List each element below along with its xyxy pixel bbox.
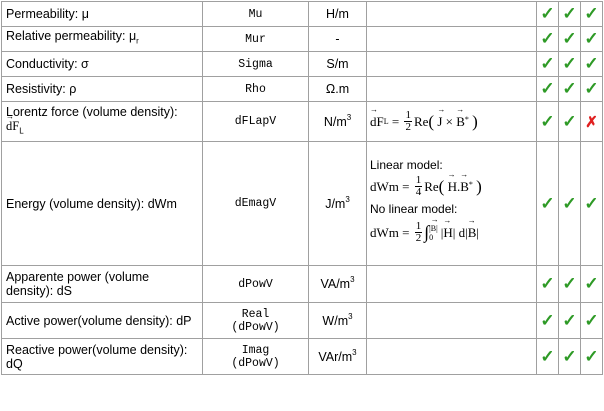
check-cell: [559, 27, 581, 52]
check-icon: ✓: [540, 346, 555, 366]
property-unit: VAr/$m^3$: [309, 339, 367, 375]
check-cell: [581, 2, 603, 27]
property-code: Real (dPowV): [203, 303, 309, 339]
formula-cell: [367, 52, 537, 77]
check-cell: [537, 102, 559, 142]
check-cell: [559, 102, 581, 142]
check-cell: [581, 339, 603, 375]
property-unit: $J/m^3$: [309, 142, 367, 266]
linear-model-label: Linear model:: [370, 157, 443, 172]
lorentz-formula: → dF L = $\frac{1}{2}$ Re ( → J × → B * ): [370, 110, 533, 133]
check-cell: [581, 142, 603, 266]
check-icon: ✓: [562, 29, 577, 48]
check-icon: ✓: [584, 193, 599, 213]
check-icon: ✓: [540, 54, 555, 73]
table-row: [2, 2, 603, 27]
check-cell: [559, 2, 581, 27]
properties-table: [1, 1, 603, 375]
check-cell: [537, 303, 559, 339]
property-code: Rho: [203, 77, 309, 102]
property-name: Relative permeability: $\mu_r$: [2, 27, 203, 52]
check-cell: [537, 2, 559, 27]
check-icon: ✓: [562, 4, 577, 23]
property-code: Mu: [203, 2, 309, 27]
formula-cell: [367, 2, 537, 27]
check-icon: ✓: [584, 4, 599, 23]
check-icon: ✓: [562, 79, 577, 98]
check-icon: ✓: [562, 54, 577, 73]
table-row: [2, 52, 603, 77]
formula-cell: [367, 102, 537, 142]
property-name: Energy (volume density): dWm: [2, 142, 203, 266]
check-icon: ✓: [562, 111, 577, 131]
property-unit: $W/m^3$: [309, 303, 367, 339]
lorentz-symbol: → dF: [6, 119, 19, 133]
check-cell: [537, 339, 559, 375]
formula-cell: [367, 266, 537, 303]
property-unit: H/m: [309, 2, 367, 27]
property-unit: $VA/m^3$: [309, 266, 367, 303]
property-name: Apparente power (volume density): dS: [2, 266, 203, 303]
property-name: Conductivity: σ: [2, 52, 203, 77]
formula-cell: [367, 339, 537, 375]
check-icon: ✓: [562, 193, 577, 213]
linear-formula: dWm = $\frac{1}{4}$ Re ( → H . → B * ): [370, 172, 533, 202]
check-cell: [537, 266, 559, 303]
check-icon: ✓: [584, 310, 599, 330]
property-name: Reactive power(volume density): dQ: [2, 339, 203, 375]
nonlinear-formula: dWm = $\frac{1}{2}$ ∫ |→ B| 0 | → H | d| → B |: [370, 216, 533, 250]
formula-cell: [367, 77, 537, 102]
check-cell: [559, 77, 581, 102]
check-icon: ✓: [540, 79, 555, 98]
check-cell: [581, 102, 603, 142]
property-name: Lorentz force (volume density): → $dF_L$: [2, 102, 203, 142]
table-row: [2, 142, 603, 266]
nonlinear-model-label: No linear model:: [370, 201, 458, 216]
property-name: Permeability: μ: [2, 2, 203, 27]
formula-cell: [367, 303, 537, 339]
check-cell: [581, 266, 603, 303]
property-unit: $N/m^3$: [309, 102, 367, 142]
check-icon: ✓: [562, 346, 577, 366]
check-icon: ✓: [584, 79, 599, 98]
property-code: Mur: [203, 27, 309, 52]
check-cell: [581, 77, 603, 102]
check-cell: [581, 52, 603, 77]
formula-cell: [367, 142, 537, 266]
check-cell: [581, 27, 603, 52]
property-name: Active power(volume density): dP: [2, 303, 203, 339]
property-unit: Ω.m: [309, 77, 367, 102]
check-icon: ✓: [584, 54, 599, 73]
check-icon: ✓: [562, 274, 577, 293]
property-code: Imag (dPowV): [203, 339, 309, 375]
check-icon: ✓: [540, 193, 555, 213]
property-name: Resistivity: ρ: [2, 77, 203, 102]
check-cell: [559, 303, 581, 339]
check-cell: [581, 303, 603, 339]
table-row: [2, 27, 603, 52]
property-unit: S/m: [309, 52, 367, 77]
check-cell: [559, 266, 581, 303]
check-icon: ✓: [540, 274, 555, 293]
check-cell: [559, 52, 581, 77]
check-icon: ✓: [584, 346, 599, 366]
table-row: [2, 303, 603, 339]
property-code: Sigma: [203, 52, 309, 77]
table-row: [2, 102, 603, 142]
property-code: dPowV: [203, 266, 309, 303]
cross-icon: ✗: [585, 113, 598, 131]
check-cell: [537, 142, 559, 266]
check-cell: [559, 339, 581, 375]
formula-cell: [367, 27, 537, 52]
check-icon: ✓: [584, 274, 599, 293]
table-row: [2, 339, 603, 375]
property-unit: -: [309, 27, 367, 52]
table-row: [2, 77, 603, 102]
check-icon: ✓: [540, 29, 555, 48]
check-icon: ✓: [562, 310, 577, 330]
property-code: dFLapV: [203, 102, 309, 142]
check-cell: [537, 52, 559, 77]
check-cell: [537, 77, 559, 102]
check-icon: ✓: [540, 111, 555, 131]
check-icon: ✓: [584, 29, 599, 48]
check-cell: [559, 142, 581, 266]
property-code: dEmagV: [203, 142, 309, 266]
check-icon: ✓: [540, 4, 555, 23]
table-row: [2, 266, 603, 303]
check-icon: ✓: [540, 310, 555, 330]
check-cell: [537, 27, 559, 52]
